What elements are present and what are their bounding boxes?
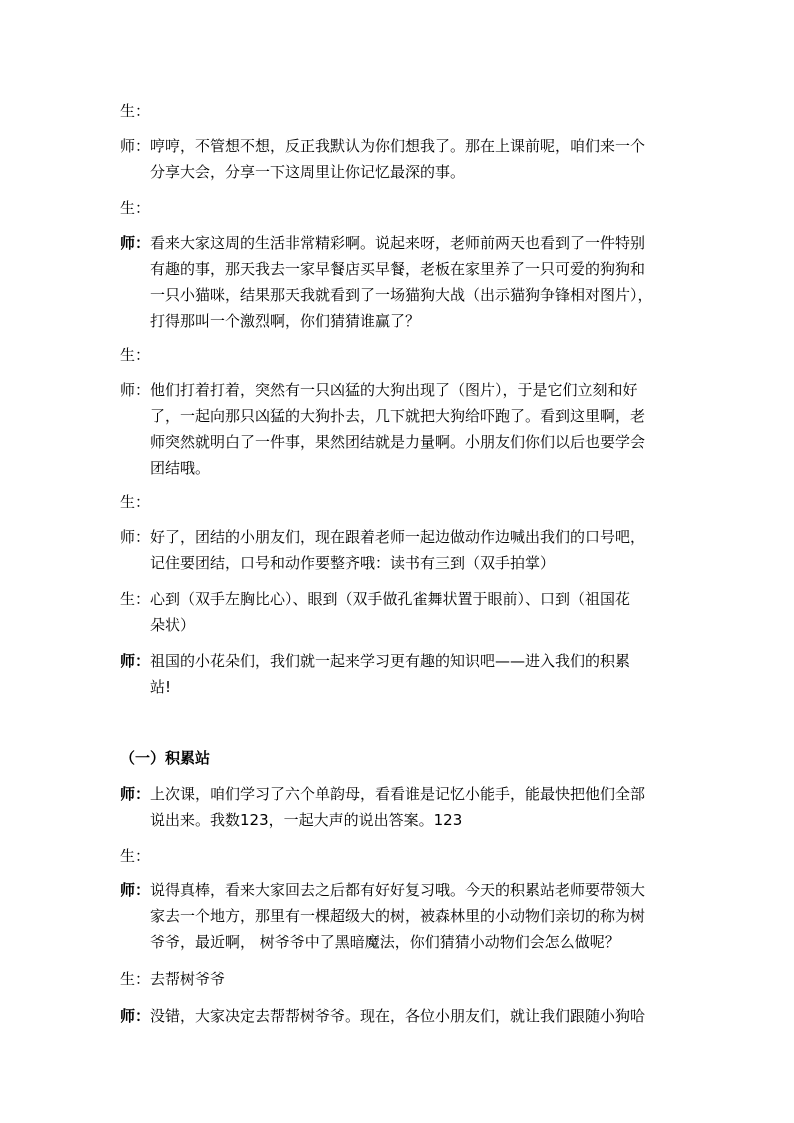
dialogue-line-teacher	[120, 781, 690, 833]
dialogue-text: 爷爷，最近啊， 树爷爷中了黑暗魔法，你们猜猜小动物们会怎么做呢？	[150, 933, 620, 951]
dialogue-text: 去帮树爷爷	[150, 970, 226, 988]
section-heading: （一）积累站	[120, 749, 211, 767]
dialogue-text: 师突然就明白了一件事，果然团结就是力量啊。小朋友们你们以后也要学会	[150, 433, 646, 451]
dialogue-text: 他们打着打着，突然有一只凶猛的大狗出现了（图片），于是它们立刻和好	[150, 381, 638, 399]
dialogue-text: 一只小猫咪，结果那天我就看到了一场猫狗大战（出示猫狗争锋相对图片），	[150, 286, 653, 304]
speaker-label: 师：	[120, 785, 151, 803]
speaker-label: 生：	[120, 847, 151, 865]
speaker-label: 师：	[120, 381, 151, 399]
dialogue-line-student	[120, 966, 690, 992]
dialogue-text: 哼哼，不管想不想，反正我默认为你们想我了。那在上课前呢，咱们来一个	[150, 137, 646, 155]
speaker-label: 师：	[120, 528, 151, 546]
dialogue-text: 站!	[150, 678, 172, 696]
dialogue-line-teacher	[120, 524, 690, 576]
speaker-label: 师：	[120, 881, 151, 899]
dialogue-line-teacher	[120, 377, 690, 481]
dialogue-text: 记住要团结，口号和动作要整齐哦：读书有三到（双手拍掌）	[150, 554, 556, 572]
dialogue-text: 祖国的小花朵们，我们就一起来学习更有趣的知识吧——进入我们的积累	[150, 652, 631, 670]
dialogue-text: 家去一个地方，那里有一棵超级大的树，被森林里的小动物们亲切的称为树	[150, 907, 646, 925]
dialogue-line-student	[120, 98, 690, 124]
dialogue-line-teacher	[120, 230, 690, 334]
dialogue-line-student	[120, 195, 690, 221]
dialogue-text: 分享大会，分享一下这周里让你记忆最深的事。	[150, 163, 466, 181]
speaker-label: 生：	[120, 970, 151, 988]
speaker-label: 师：	[120, 234, 151, 252]
dialogue-line-teacher	[120, 648, 690, 700]
dialogue-text: 说出来。我数123，一起大声的说出答案。123	[150, 811, 463, 829]
dialogue-text: 打得那叫一个激烈啊，你们猜猜谁赢了？	[150, 312, 421, 330]
dialogue-line-student	[120, 342, 690, 368]
speaker-label: 师：	[120, 652, 151, 670]
dialogue-text: 没错，大家决定去帮帮树爷爷。现在，各位小朋友们，就让我们跟随小狗哈	[150, 1007, 646, 1025]
dialogue-text: 说得真棒，看来大家回去之后都有好好复习哦。今天的积累站老师要带领大	[150, 881, 646, 899]
dialogue-line-student	[120, 586, 690, 638]
dialogue-text: 团结哦。	[150, 459, 211, 477]
dialogue-text: 有趣的事，那天我去一家早餐店买早餐，老板在家里养了一只可爱的狗狗和	[150, 260, 646, 278]
dialogue-line-teacher	[120, 1003, 690, 1029]
dialogue-line-teacher	[120, 133, 690, 185]
speaker-label: 生：	[120, 199, 151, 217]
dialogue-line-student	[120, 843, 690, 869]
speaker-label: 师：	[120, 1007, 151, 1025]
dialogue-line-student	[120, 489, 690, 515]
dialogue-text: 看来大家这周的生活非常精彩啊。说起来呀，老师前两天也看到了一件特别	[150, 234, 646, 252]
dialogue-text: 朵状）	[150, 616, 196, 634]
speaker-label: 生：	[120, 102, 151, 120]
speaker-label: 生：	[120, 590, 151, 608]
dialogue-line-teacher	[120, 877, 690, 955]
dialogue-text: 上次课，咱们学习了六个单韵母，看看谁是记忆小能手，能最快把他们全部	[150, 785, 646, 803]
speaker-label: 生：	[120, 346, 151, 364]
dialogue-text: 了，一起向那只凶猛的大狗扑去，几下就把大狗给吓跑了。看到这里啊，老	[150, 407, 646, 425]
dialogue-text: 好了，团结的小朋友们，现在跟着老师一起边做动作边喊出我们的口号吧，	[150, 528, 646, 546]
speaker-label: 师：	[120, 137, 151, 155]
speaker-label: 生：	[120, 493, 151, 511]
dialogue-text: 心到（双手左胸比心）、眼到（双手做孔雀舞状置于眼前）、口到（祖国花	[150, 590, 631, 608]
